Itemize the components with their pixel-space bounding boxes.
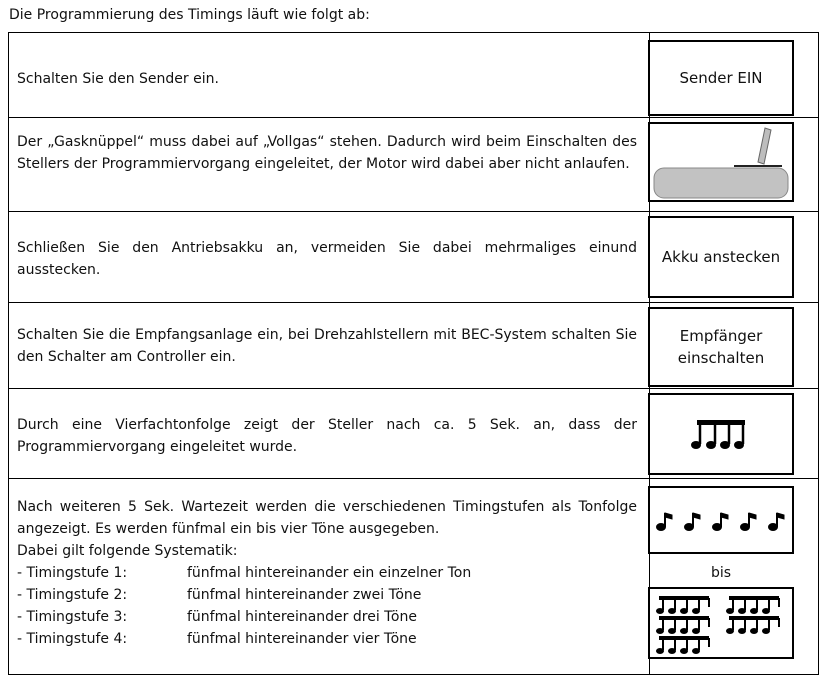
intro-text: Die Programmierung des Timings läuft wie folgt ab: [9, 7, 370, 23]
systematik-row: - Timingstufe 1: fünfmal hintereinander ein einzelner Ton [17, 565, 472, 581]
row-divider [9, 388, 818, 389]
multi-notes-icon [656, 593, 792, 657]
bis-label: bis [710, 565, 732, 581]
row-5-text: Durch eine Vierfachtonfolge zeigt der Steller nach ca. 5 Sek. an, dass der Programmiervorgang eingeleitet wurde. [17, 417, 637, 455]
single-notes-box [648, 486, 794, 554]
sender-ein-box: Sender EIN [648, 40, 794, 116]
multi-notes-box [648, 587, 794, 659]
four-notes-icon [691, 417, 751, 451]
systematik-row: - Timingstufe 4: fünfmal hintereinander vier Töne [17, 631, 417, 647]
row-2-text: Der „Gasknüppel“ muss dabei auf „Vollgas“ stehen. Dadurch wird beim Einschalten des Stellers der Programmiervorgang eingeleitet, der Motor wird dabei aber nicht anlaufen. [17, 134, 637, 172]
systematik-row: - Timingstufe 3: fünfmal hintereinander drei Töne [17, 609, 417, 625]
empfaenger-label: Empfänger einschalten [677, 327, 765, 367]
systematik-row: - Timingstufe 2: fünfmal hintereinander zwei Töne [17, 587, 422, 603]
row-6-text [17, 496, 637, 650]
row-divider [9, 478, 818, 479]
akku-box: Akku anstecken [648, 216, 794, 298]
row-1-text: Schalten Sie den Sender ein. [17, 71, 219, 87]
empfaenger-box [648, 307, 794, 387]
row-4-text: Schalten Sie die Empfangsanlage ein, bei Drehzahlstellern mit BEC-System schalten Sie den Schalter am Controller ein. [17, 327, 637, 365]
four-notes-box [648, 393, 794, 475]
row-6-systematik-heading: Dabei gilt folgende Systematik: [17, 543, 238, 559]
row-divider [9, 302, 818, 303]
single-notes-icon [656, 507, 786, 533]
row-3-text: Schließen Sie den Antriebsakku an, vermeiden Sie dabei mehrmaliges einund ausstecken. [17, 240, 637, 278]
row-6-paragraph: Nach weiteren 5 Sek. Wartezeit werden die verschiedenen Timingstufen als Tonfolge angezeigt. Es werden fünfmal ein bis vier Töne ausgegeben. [17, 499, 637, 537]
throttle-box [648, 122, 794, 202]
row-divider [9, 117, 818, 118]
row-divider [9, 211, 818, 212]
throttle-stick-icon [650, 124, 792, 200]
